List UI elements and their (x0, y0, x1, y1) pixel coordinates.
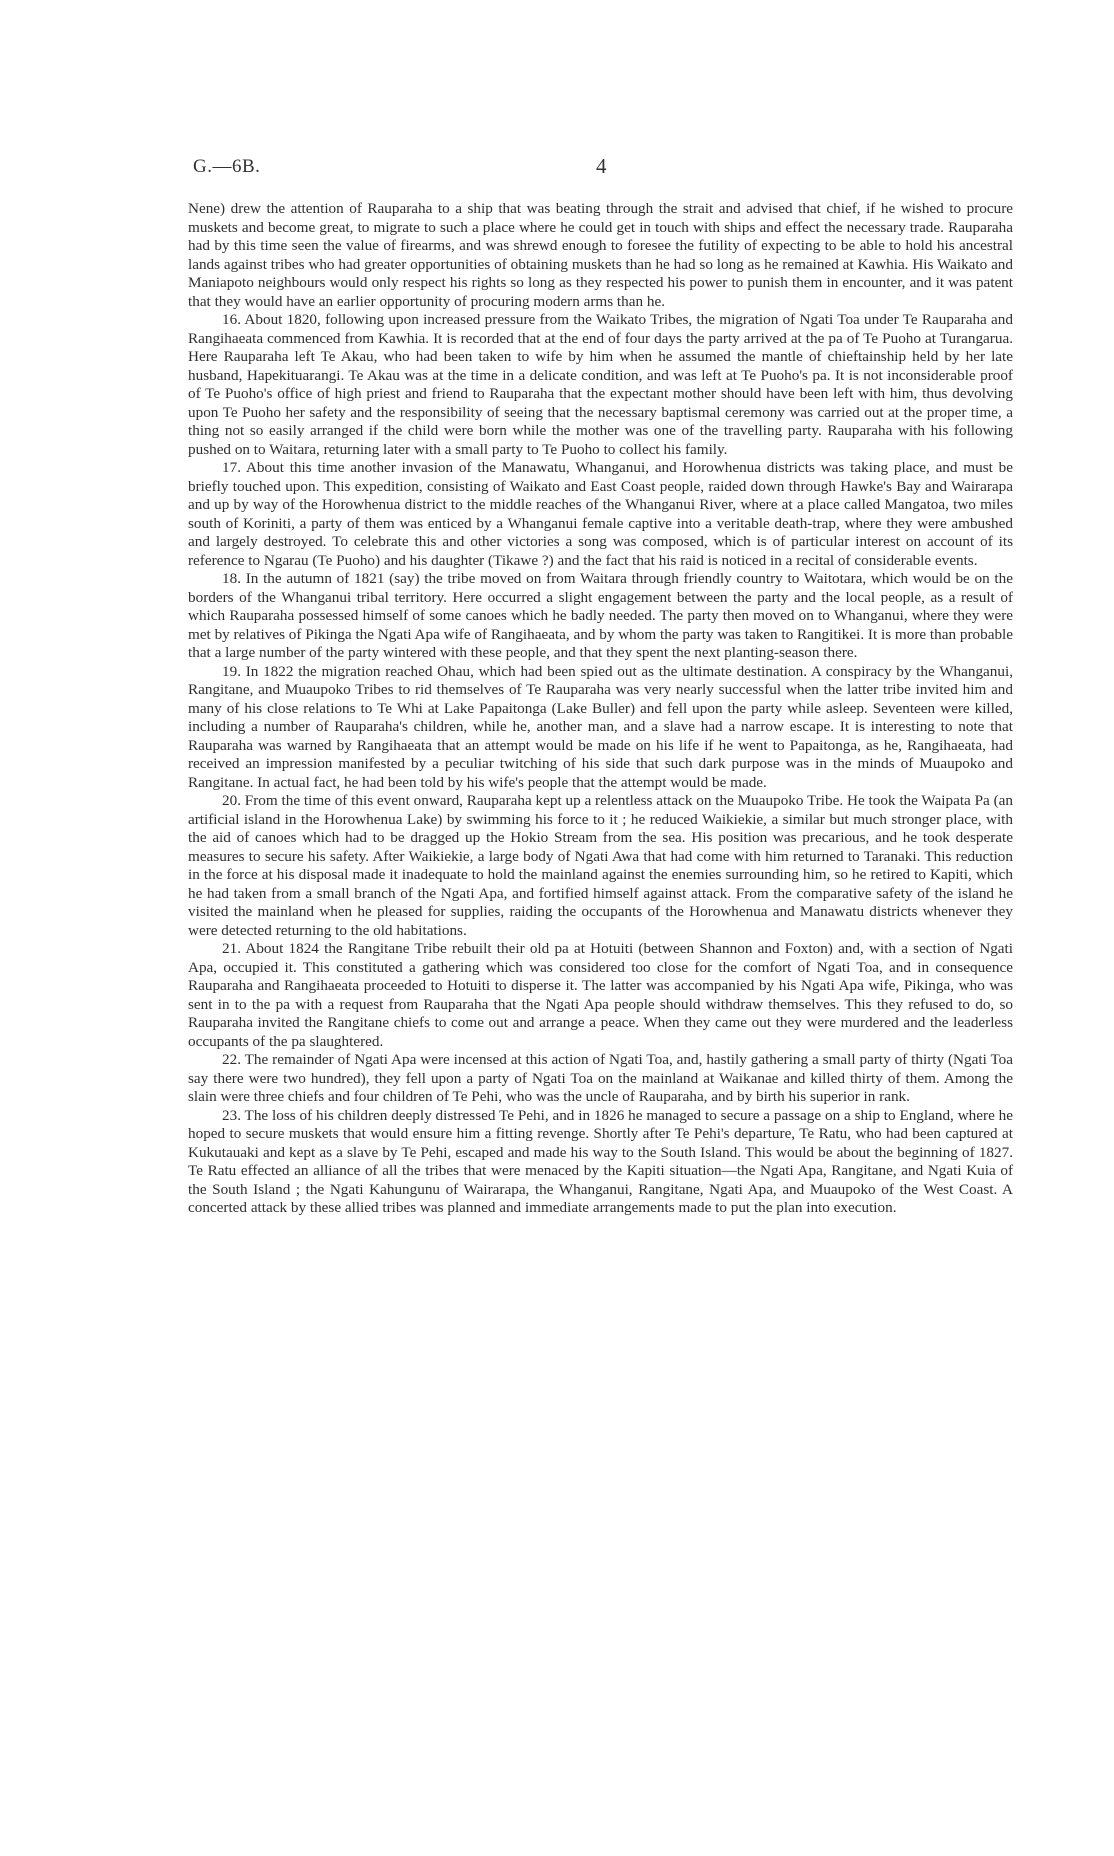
paragraph-18: 18. In the autumn of 1821 (say) the tribe moved on from Waitara through friendly country to Waitotara, which would be on the borders of the Whanganui tribal territory. Here occurred a slight engagement between the party and the local people, as a result of which Rauparaha possessed himself of some canoes which he badly needed. The party then moved on to Whanganui, where they were met by relatives of Pikinga the Ngati Apa wife of Rangihaeata, and by whom the party was taken to Rangitikei. It is more than probable that a large number of the party wintered with these people, and that they spent the next planting-season there. (188, 570, 1013, 661)
paragraph-20: 20. From the time of this event onward, Rauparaha kept up a relentless attack on the Muaupoko Tribe. He took the Waipata Pa (an artificial island in the Horowhenua Lake) by swimming his force to it ; he reduced Waikiekie, a similar but much stronger place, with the aid of canoes which had to be dragged up the Hokio Stream from the sea. His position was precarious, and he took desperate measures to secure his safety. After Waikiekie, a large body of Ngati Awa that had come with him returned to Taranaki. This reduction in the force at his disposal made it inadequate to hold the mainland against the enemies surrounding him, so he retired to Kapiti, which he had taken from a small branch of the Ngati Apa, and fortified himself against attack. From the comparative safety of the island he visited the mainland when he pleased for supplies, raiding the occupants of the Horowhenua and Manawatu districts whenever they were detected returning to the old habitations. (188, 792, 1013, 939)
body-text (188, 200, 1013, 1218)
paragraph-continued: Nene) drew the attention of Rauparaha to a ship that was beating through the strait and advised that chief, if he wished to procure muskets and become great, to migrate to such a place where he could get in touch with ships and effect the necessary trade. Rauparaha had by this time seen the value of firearms, and was shrewd enough to foresee the futility of expecting to be able to hold his ancestral lands against tribes who had greater opportunities of obtaining muskets than he had so long as he remained at Kawhia. His Waikato and Maniapoto neighbours would only respect his rights so long as they respected his power to punish them in encounter, and it was patent that they would have an earlier opportunity of procuring modern arms than he. (188, 200, 1013, 310)
paragraph-16: 16. About 1820, following upon increased pressure from the Waikato Tribes, the migration of Ngati Toa under Te Rauparaha and Rangihaeata commenced from Kawhia. It is recorded that at the end of four days the party arrived at the pa of Te Puoho at Turangarua. Here Rauparaha left Te Akau, who had been taken to wife by him when he assumed the mantle of chieftainship held by her late husband, Hapekituarangi. Te Akau was at the time in a delicate condition, and was left at Te Puoho's pa. It is not inconsiderable proof of Te Puoho's office of high priest and friend to Rauparaha that the expectant mother should have been left with him, thus devolving upon Te Puoho her safety and the responsibility of seeing that the necessary baptismal ceremony was carried out at the proper time, a thing not so easily arranged if the child were born while the mother was one of the travelling party. Rauparaha with his following pushed on to Waitara, returning later with a small party to Te Puoho to collect his family. (188, 311, 1013, 458)
paragraph-17: 17. About this time another invasion of the Manawatu, Whanganui, and Horowhenua districts was taking place, and must be briefly touched upon. This expedition, consisting of Waikato and East Coast people, raided down through Hawke's Bay and Wairarapa and up by way of the Horowhenua district to the middle reaches of the Whanganui River, where at a place called Mangatoa, two miles south of Koriniti, a party of them was enticed by a Whanganui female captive into a veritable death-trap, where they were ambushed and largely destroyed. To celebrate this and other victories a song was composed, which is of particular interest on account of its reference to Ngarau (Te Puoho) and his daughter (Tikawe ?) and the fact that his raid is noticed in a recital of considerable events. (188, 459, 1013, 569)
paragraph-21: 21. About 1824 the Rangitane Tribe rebuilt their old pa at Hotuiti (between Shannon and Foxton) and, with a section of Ngati Apa, occupied it. This constituted a gathering which was considered too close for the comfort of Ngati Toa, and in consequence Rauparaha and Rangihaeata proceeded to Hotuiti to disperse it. The latter was accompanied by his Ngati Apa wife, Pikinga, who was sent in to the pa with a request from Rauparaha that the Ngati Apa people should withdraw themselves. This they refused to do, so Rauparaha invited the Rangitane chiefs to come out and arrange a peace. When they came out they were murdered and the leaderless occupants of the pa slaughtered. (188, 940, 1013, 1050)
page-number: 4 (596, 154, 607, 178)
paragraph-22: 22. The remainder of Ngati Apa were incensed at this action of Ngati Toa, and, hastily gathering a small party of thirty (Ngati Toa say there were two hundred), they fell upon a party of Ngati Toa on the mainland at Waikanae and killed thirty of them. Among the slain were three chiefs and four children of Te Pehi, who was the uncle of Rauparaha, and by birth his superior in rank. (188, 1051, 1013, 1105)
document-reference: G.—6B. (193, 156, 261, 177)
paragraph-19: 19. In 1822 the migration reached Ohau, which had been spied out as the ultimate destination. A conspiracy by the Whanganui, Rangitane, and Muaupoko Tribes to rid themselves of Te Rauparaha was very nearly successful when the latter tribe invited him and many of his close relations to Te Whi at Lake Papaitonga (Lake Buller) and fell upon the party while asleep. Seventeen were killed, including a number of Rauparaha's children, while he, another man, and a slave had a narrow escape. It is interesting to note that Rauparaha was warned by Rangihaeata that an attempt would be made on his life if he went to Papaitonga, as he, Rangihaeata, had received an impression manifested by a peculiar twitching of his side that such dark purpose was in the minds of Muaupoko and Rangitane. In actual fact, he had been told by his wife's people that the attempt would be made. (188, 662, 1013, 791)
paragraph-23: 23. The loss of his children deeply distressed Te Pehi, and in 1826 he managed to secure a passage on a ship to England, where he hoped to secure muskets that would ensure him a fitting revenge. Shortly after Te Pehi's departure, Te Ratu, who had been captured at Kukutauaki and kept as a slave by Te Pehi, escaped and made his way to the South Island. This would be about the beginning of 1827. Te Ratu effected an alliance of all the tribes that were menaced by the Kapiti situation—the Ngati Apa, Rangitane, and Ngati Kuia of the South Island ; the Ngati Kahungunu of Wairarapa, the Whanganui, Rangitane, Ngati Apa, and Muaupoko of the West Coast. A concerted attack by these allied tribes was planned and immediate arrangements made to put the plan into execution. (188, 1106, 1013, 1216)
